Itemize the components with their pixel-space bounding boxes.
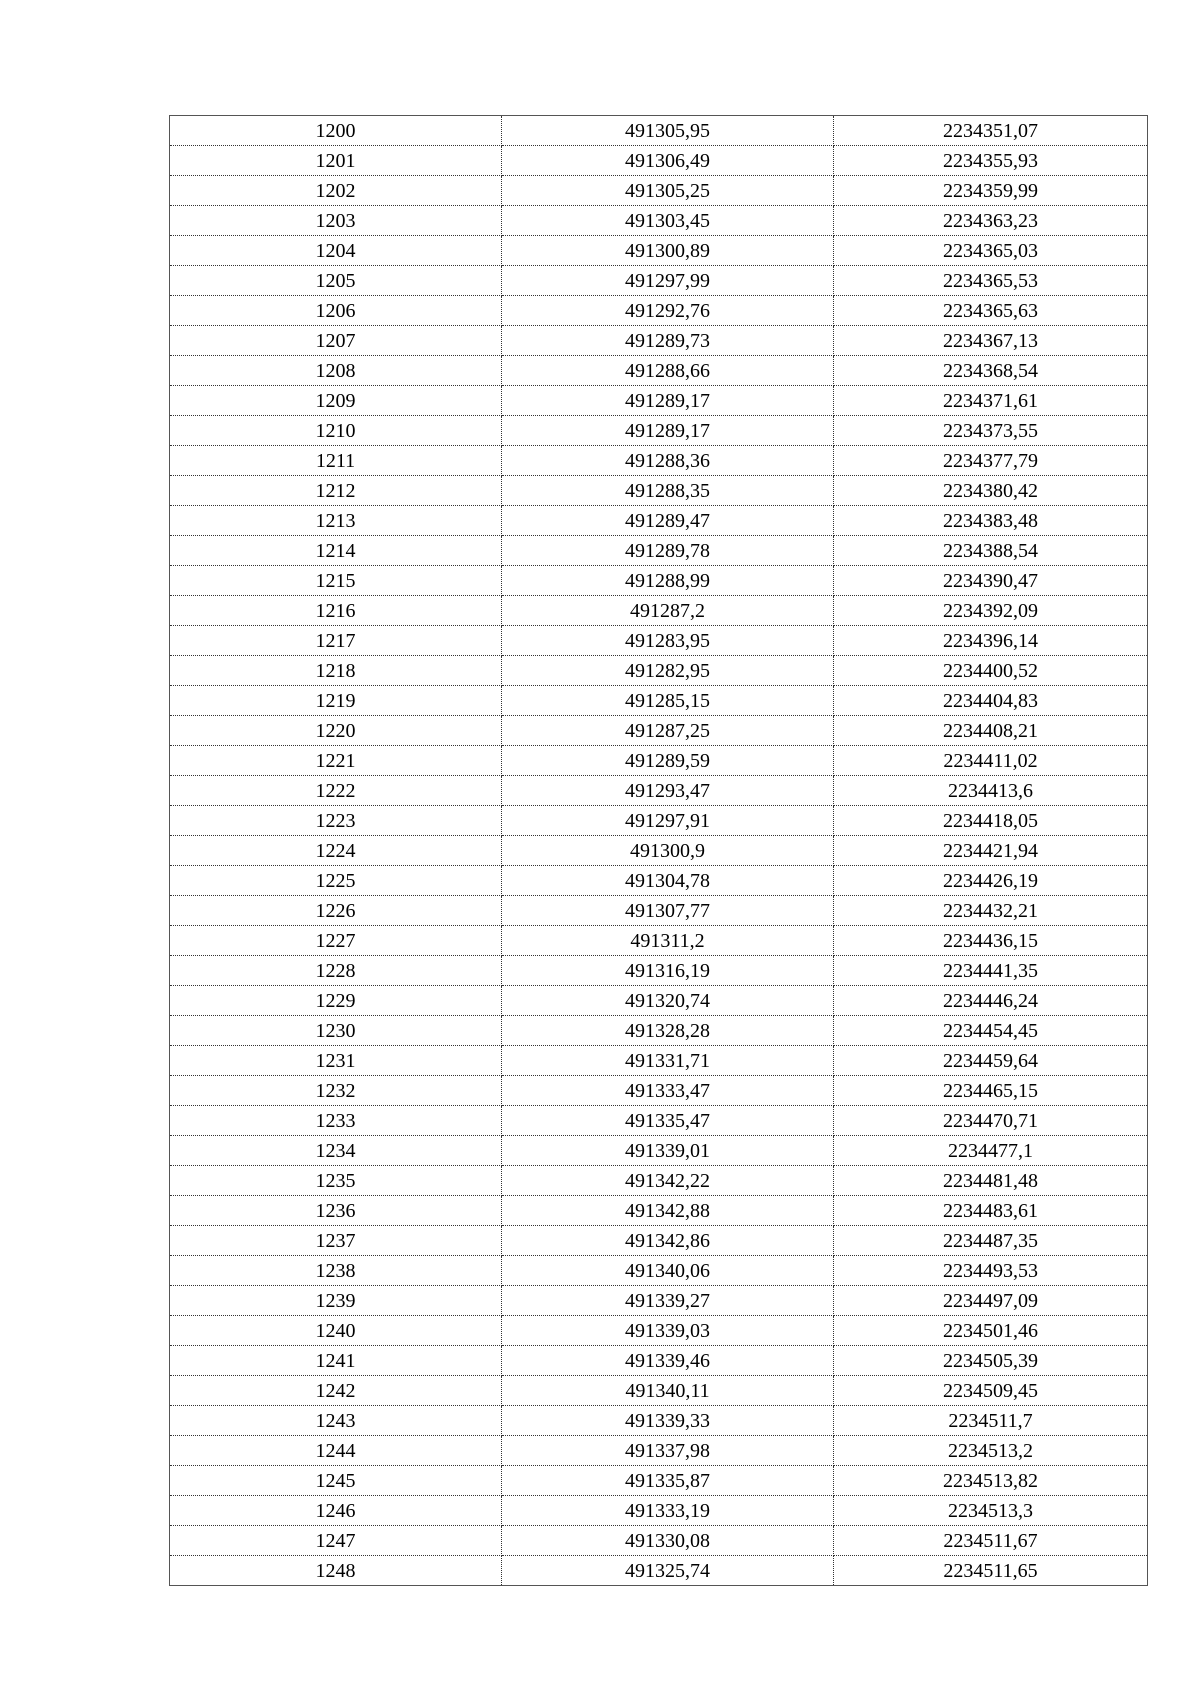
x-coordinate-cell: 491342,22 xyxy=(502,1166,834,1196)
x-coordinate-cell: 491316,19 xyxy=(502,956,834,986)
y-coordinate-cell: 2234411,02 xyxy=(834,746,1148,776)
point-number-cell: 1219 xyxy=(170,686,502,716)
table-row xyxy=(170,1166,1148,1196)
table-row xyxy=(170,1556,1148,1586)
y-coordinate-cell: 2234513,2 xyxy=(834,1436,1148,1466)
x-coordinate-cell: 491328,28 xyxy=(502,1016,834,1046)
x-coordinate-cell: 491339,46 xyxy=(502,1346,834,1376)
y-coordinate-cell: 2234392,09 xyxy=(834,596,1148,626)
table-row xyxy=(170,1196,1148,1226)
x-coordinate-cell: 491320,74 xyxy=(502,986,834,1016)
x-coordinate-cell: 491337,98 xyxy=(502,1436,834,1466)
y-coordinate-cell: 2234383,48 xyxy=(834,506,1148,536)
table-row xyxy=(170,236,1148,266)
table-row xyxy=(170,1286,1148,1316)
x-coordinate-cell: 491283,95 xyxy=(502,626,834,656)
y-coordinate-cell: 2234513,82 xyxy=(834,1466,1148,1496)
table-row xyxy=(170,1076,1148,1106)
table-row xyxy=(170,476,1148,506)
x-coordinate-cell: 491311,2 xyxy=(502,926,834,956)
x-coordinate-cell: 491289,47 xyxy=(502,506,834,536)
x-coordinate-cell: 491305,95 xyxy=(502,116,834,146)
point-number-cell: 1227 xyxy=(170,926,502,956)
point-number-cell: 1222 xyxy=(170,776,502,806)
y-coordinate-cell: 2234367,13 xyxy=(834,326,1148,356)
y-coordinate-cell: 2234501,46 xyxy=(834,1316,1148,1346)
x-coordinate-cell: 491282,95 xyxy=(502,656,834,686)
table-row xyxy=(170,956,1148,986)
y-coordinate-cell: 2234505,39 xyxy=(834,1346,1148,1376)
x-coordinate-cell: 491287,2 xyxy=(502,596,834,626)
point-number-cell: 1208 xyxy=(170,356,502,386)
y-coordinate-cell: 2234426,19 xyxy=(834,866,1148,896)
y-coordinate-cell: 2234470,71 xyxy=(834,1106,1148,1136)
table-row xyxy=(170,1346,1148,1376)
point-number-cell: 1220 xyxy=(170,716,502,746)
table-row xyxy=(170,656,1148,686)
point-number-cell: 1243 xyxy=(170,1406,502,1436)
point-number-cell: 1241 xyxy=(170,1346,502,1376)
y-coordinate-cell: 2234493,53 xyxy=(834,1256,1148,1286)
table-row xyxy=(170,746,1148,776)
table-row xyxy=(170,866,1148,896)
table-row xyxy=(170,1496,1148,1526)
table-row xyxy=(170,836,1148,866)
table-row xyxy=(170,356,1148,386)
y-coordinate-cell: 2234365,03 xyxy=(834,236,1148,266)
point-number-cell: 1204 xyxy=(170,236,502,266)
table-row xyxy=(170,716,1148,746)
y-coordinate-cell: 2234509,45 xyxy=(834,1376,1148,1406)
table-row xyxy=(170,986,1148,1016)
x-coordinate-cell: 491297,99 xyxy=(502,266,834,296)
point-number-cell: 1238 xyxy=(170,1256,502,1286)
y-coordinate-cell: 2234404,83 xyxy=(834,686,1148,716)
y-coordinate-cell: 2234359,99 xyxy=(834,176,1148,206)
table-row xyxy=(170,1106,1148,1136)
point-number-cell: 1226 xyxy=(170,896,502,926)
table-row xyxy=(170,1256,1148,1286)
y-coordinate-cell: 2234465,15 xyxy=(834,1076,1148,1106)
y-coordinate-cell: 2234408,21 xyxy=(834,716,1148,746)
y-coordinate-cell: 2234388,54 xyxy=(834,536,1148,566)
table-row xyxy=(170,566,1148,596)
y-coordinate-cell: 2234497,09 xyxy=(834,1286,1148,1316)
point-number-cell: 1209 xyxy=(170,386,502,416)
table-row xyxy=(170,1316,1148,1346)
y-coordinate-cell: 2234446,24 xyxy=(834,986,1148,1016)
point-number-cell: 1217 xyxy=(170,626,502,656)
point-number-cell: 1225 xyxy=(170,866,502,896)
coordinates-table-body xyxy=(170,116,1148,1586)
x-coordinate-cell: 491335,87 xyxy=(502,1466,834,1496)
table-row xyxy=(170,806,1148,836)
point-number-cell: 1206 xyxy=(170,296,502,326)
point-number-cell: 1244 xyxy=(170,1436,502,1466)
y-coordinate-cell: 2234365,53 xyxy=(834,266,1148,296)
x-coordinate-cell: 491305,25 xyxy=(502,176,834,206)
x-coordinate-cell: 491288,66 xyxy=(502,356,834,386)
point-number-cell: 1247 xyxy=(170,1526,502,1556)
point-number-cell: 1239 xyxy=(170,1286,502,1316)
table-row xyxy=(170,146,1148,176)
x-coordinate-cell: 491289,78 xyxy=(502,536,834,566)
table-row xyxy=(170,1406,1148,1436)
x-coordinate-cell: 491330,08 xyxy=(502,1526,834,1556)
y-coordinate-cell: 2234511,67 xyxy=(834,1526,1148,1556)
x-coordinate-cell: 491288,35 xyxy=(502,476,834,506)
y-coordinate-cell: 2234436,15 xyxy=(834,926,1148,956)
point-number-cell: 1210 xyxy=(170,416,502,446)
table-row xyxy=(170,1526,1148,1556)
point-number-cell: 1232 xyxy=(170,1076,502,1106)
y-coordinate-cell: 2234368,54 xyxy=(834,356,1148,386)
point-number-cell: 1234 xyxy=(170,1136,502,1166)
x-coordinate-cell: 491300,89 xyxy=(502,236,834,266)
y-coordinate-cell: 2234487,35 xyxy=(834,1226,1148,1256)
table-row xyxy=(170,1226,1148,1256)
table-row xyxy=(170,116,1148,146)
x-coordinate-cell: 491288,36 xyxy=(502,446,834,476)
x-coordinate-cell: 491289,17 xyxy=(502,416,834,446)
y-coordinate-cell: 2234390,47 xyxy=(834,566,1148,596)
table-row xyxy=(170,1436,1148,1466)
y-coordinate-cell: 2234413,6 xyxy=(834,776,1148,806)
table-row xyxy=(170,416,1148,446)
y-coordinate-cell: 2234373,55 xyxy=(834,416,1148,446)
x-coordinate-cell: 491303,45 xyxy=(502,206,834,236)
table-row xyxy=(170,626,1148,656)
x-coordinate-cell: 491339,01 xyxy=(502,1136,834,1166)
point-number-cell: 1233 xyxy=(170,1106,502,1136)
x-coordinate-cell: 491333,47 xyxy=(502,1076,834,1106)
point-number-cell: 1237 xyxy=(170,1226,502,1256)
x-coordinate-cell: 491325,74 xyxy=(502,1556,834,1586)
point-number-cell: 1203 xyxy=(170,206,502,236)
table-row xyxy=(170,326,1148,356)
y-coordinate-cell: 2234432,21 xyxy=(834,896,1148,926)
y-coordinate-cell: 2234454,45 xyxy=(834,1016,1148,1046)
table-row xyxy=(170,206,1148,236)
point-number-cell: 1246 xyxy=(170,1496,502,1526)
x-coordinate-cell: 491340,11 xyxy=(502,1376,834,1406)
coordinates-table xyxy=(169,115,1148,1586)
x-coordinate-cell: 491289,59 xyxy=(502,746,834,776)
table-row xyxy=(170,176,1148,206)
point-number-cell: 1205 xyxy=(170,266,502,296)
point-number-cell: 1218 xyxy=(170,656,502,686)
point-number-cell: 1213 xyxy=(170,506,502,536)
table-row xyxy=(170,536,1148,566)
table-row xyxy=(170,926,1148,956)
point-number-cell: 1228 xyxy=(170,956,502,986)
point-number-cell: 1230 xyxy=(170,1016,502,1046)
y-coordinate-cell: 2234400,52 xyxy=(834,656,1148,686)
x-coordinate-cell: 491307,77 xyxy=(502,896,834,926)
x-coordinate-cell: 491339,03 xyxy=(502,1316,834,1346)
y-coordinate-cell: 2234351,07 xyxy=(834,116,1148,146)
y-coordinate-cell: 2234483,61 xyxy=(834,1196,1148,1226)
point-number-cell: 1202 xyxy=(170,176,502,206)
table-row xyxy=(170,1046,1148,1076)
x-coordinate-cell: 491304,78 xyxy=(502,866,834,896)
x-coordinate-cell: 491333,19 xyxy=(502,1496,834,1526)
point-number-cell: 1242 xyxy=(170,1376,502,1406)
table-row xyxy=(170,266,1148,296)
y-coordinate-cell: 2234481,48 xyxy=(834,1166,1148,1196)
point-number-cell: 1212 xyxy=(170,476,502,506)
table-row xyxy=(170,1466,1148,1496)
point-number-cell: 1214 xyxy=(170,536,502,566)
y-coordinate-cell: 2234371,61 xyxy=(834,386,1148,416)
y-coordinate-cell: 2234418,05 xyxy=(834,806,1148,836)
x-coordinate-cell: 491288,99 xyxy=(502,566,834,596)
point-number-cell: 1235 xyxy=(170,1166,502,1196)
x-coordinate-cell: 491339,33 xyxy=(502,1406,834,1436)
point-number-cell: 1201 xyxy=(170,146,502,176)
point-number-cell: 1245 xyxy=(170,1466,502,1496)
point-number-cell: 1248 xyxy=(170,1556,502,1586)
x-coordinate-cell: 491339,27 xyxy=(502,1286,834,1316)
y-coordinate-cell: 2234459,64 xyxy=(834,1046,1148,1076)
x-coordinate-cell: 491293,47 xyxy=(502,776,834,806)
table-row xyxy=(170,1376,1148,1406)
point-number-cell: 1236 xyxy=(170,1196,502,1226)
point-number-cell: 1221 xyxy=(170,746,502,776)
point-number-cell: 1200 xyxy=(170,116,502,146)
x-coordinate-cell: 491331,71 xyxy=(502,1046,834,1076)
y-coordinate-cell: 2234511,7 xyxy=(834,1406,1148,1436)
y-coordinate-cell: 2234421,94 xyxy=(834,836,1148,866)
table-row xyxy=(170,296,1148,326)
table-row xyxy=(170,686,1148,716)
point-number-cell: 1224 xyxy=(170,836,502,866)
point-number-cell: 1240 xyxy=(170,1316,502,1346)
x-coordinate-cell: 491297,91 xyxy=(502,806,834,836)
table-row xyxy=(170,386,1148,416)
y-coordinate-cell: 2234511,65 xyxy=(834,1556,1148,1586)
y-coordinate-cell: 2234377,79 xyxy=(834,446,1148,476)
x-coordinate-cell: 491342,86 xyxy=(502,1226,834,1256)
point-number-cell: 1211 xyxy=(170,446,502,476)
x-coordinate-cell: 491342,88 xyxy=(502,1196,834,1226)
x-coordinate-cell: 491306,49 xyxy=(502,146,834,176)
point-number-cell: 1215 xyxy=(170,566,502,596)
x-coordinate-cell: 491287,25 xyxy=(502,716,834,746)
y-coordinate-cell: 2234477,1 xyxy=(834,1136,1148,1166)
x-coordinate-cell: 491300,9 xyxy=(502,836,834,866)
x-coordinate-cell: 491292,76 xyxy=(502,296,834,326)
table-row xyxy=(170,1136,1148,1166)
y-coordinate-cell: 2234396,14 xyxy=(834,626,1148,656)
table-row xyxy=(170,596,1148,626)
x-coordinate-cell: 491285,15 xyxy=(502,686,834,716)
x-coordinate-cell: 491335,47 xyxy=(502,1106,834,1136)
y-coordinate-cell: 2234380,42 xyxy=(834,476,1148,506)
point-number-cell: 1207 xyxy=(170,326,502,356)
point-number-cell: 1223 xyxy=(170,806,502,836)
table-row xyxy=(170,776,1148,806)
x-coordinate-cell: 491289,73 xyxy=(502,326,834,356)
y-coordinate-cell: 2234441,35 xyxy=(834,956,1148,986)
y-coordinate-cell: 2234355,93 xyxy=(834,146,1148,176)
point-number-cell: 1231 xyxy=(170,1046,502,1076)
y-coordinate-cell: 2234513,3 xyxy=(834,1496,1148,1526)
x-coordinate-cell: 491289,17 xyxy=(502,386,834,416)
table-row xyxy=(170,446,1148,476)
x-coordinate-cell: 491340,06 xyxy=(502,1256,834,1286)
point-number-cell: 1216 xyxy=(170,596,502,626)
table-row xyxy=(170,896,1148,926)
point-number-cell: 1229 xyxy=(170,986,502,1016)
table-row xyxy=(170,506,1148,536)
y-coordinate-cell: 2234365,63 xyxy=(834,296,1148,326)
table-row xyxy=(170,1016,1148,1046)
y-coordinate-cell: 2234363,23 xyxy=(834,206,1148,236)
